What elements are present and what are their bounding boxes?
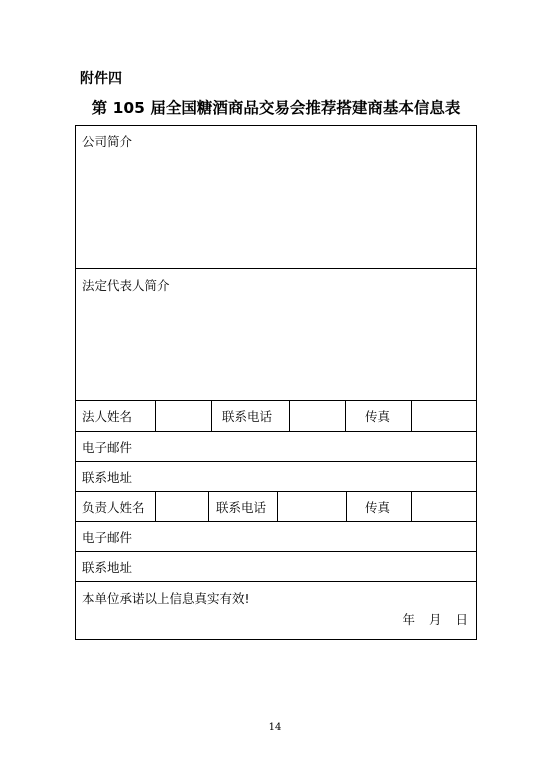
- date-day-label: 日: [455, 612, 468, 627]
- responsible-person-fax-cell: [346, 492, 411, 521]
- responsible-person-name-value[interactable]: [155, 492, 208, 521]
- date-line: [402, 610, 468, 628]
- responsible-person-phone-cell: [208, 492, 277, 521]
- legal-person-phone-value[interactable]: [289, 401, 345, 431]
- company-intro-label: 公司简介: [82, 134, 133, 149]
- legal-person-name-label: 法人姓名: [82, 409, 133, 424]
- responsible-person-phone-label: 联系电话: [216, 499, 267, 515]
- legal-person-name-value[interactable]: [155, 401, 211, 431]
- responsible-person-row: [76, 492, 476, 522]
- date-year-label: 年: [402, 612, 415, 627]
- legal-person-fax-label: 传真: [365, 409, 391, 424]
- attachment-label: 附件四: [80, 71, 122, 87]
- email-label: 电子邮件: [82, 439, 133, 455]
- responsible-person-phone-value[interactable]: [277, 492, 346, 521]
- legal-rep-intro-row: [76, 269, 476, 401]
- info-form-table: [75, 125, 477, 640]
- declaration-text: 本单位承诺以上信息真实有效!: [82, 591, 250, 606]
- email-row-1: [76, 432, 476, 462]
- address-label: 联系地址: [82, 469, 133, 485]
- responsible-person-fax-label: 传真: [365, 499, 391, 515]
- company-intro-row: [76, 126, 476, 269]
- date-month-label: 月: [428, 612, 442, 627]
- legal-person-fax-cell: [345, 401, 411, 431]
- form-title: 第 105 届全国糖酒商品交易会推荐搭建商基本信息表: [91, 99, 461, 117]
- address-row-2: [76, 552, 476, 582]
- responsible-person-name-label: 负责人姓名: [82, 499, 145, 515]
- email-label: 电子邮件: [82, 529, 133, 545]
- page-number: 14: [268, 722, 282, 733]
- address-label: 联系地址: [82, 559, 133, 575]
- legal-person-row: [76, 401, 476, 432]
- email-row-2: [76, 522, 476, 552]
- declaration-row: [76, 582, 476, 639]
- responsible-person-fax-value[interactable]: [411, 492, 476, 521]
- legal-person-phone-cell: [211, 401, 289, 431]
- legal-person-fax-value[interactable]: [411, 401, 476, 431]
- legal-rep-intro-label: 法定代表人简介: [82, 278, 170, 293]
- legal-person-phone-label: 联系电话: [222, 409, 273, 424]
- address-row-1: [76, 462, 476, 492]
